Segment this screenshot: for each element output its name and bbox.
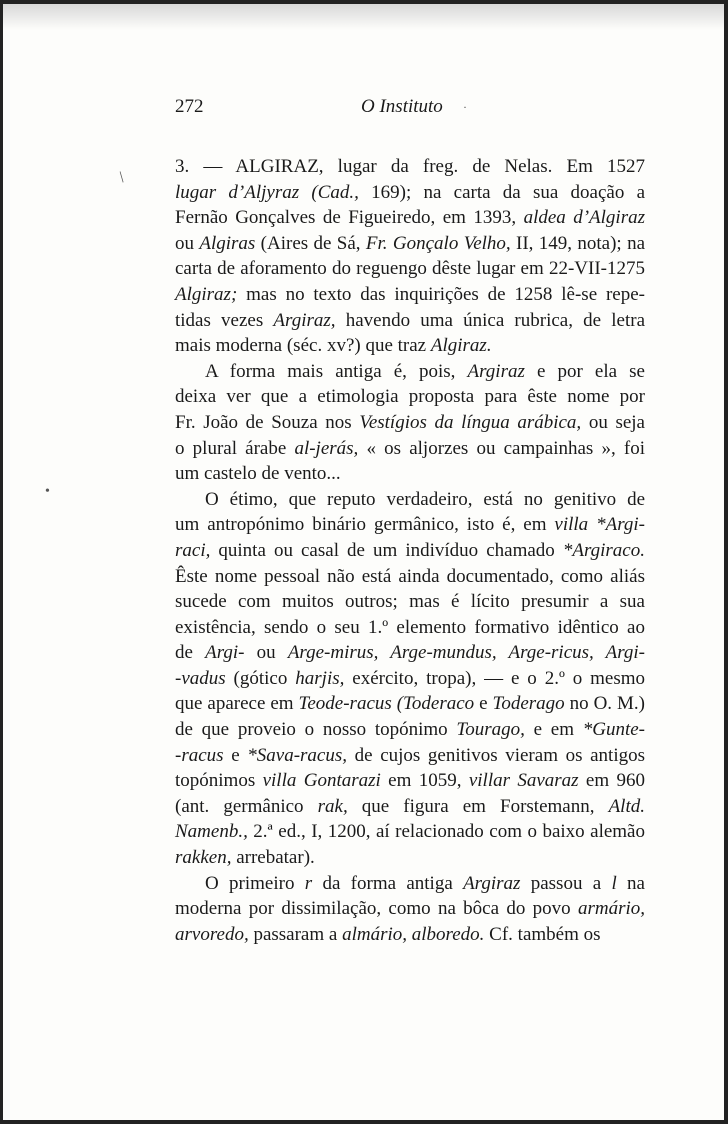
italic-text: r: [304, 872, 313, 894]
text-line: [175, 461, 645, 487]
text-segment: (ant. germânico: [175, 795, 318, 817]
text-line: [175, 691, 645, 717]
text-segment: moderna por dissimilação, como na bôca do povo: [175, 898, 578, 920]
italic-text: Argi-: [205, 642, 245, 664]
text-segment: e: [223, 744, 248, 766]
margin-tick-mark: /: [115, 169, 129, 186]
italic-text: Teode-racus (Toderaco: [298, 693, 475, 715]
text-segment: « os aljorzes ou campainhas », foi: [358, 437, 645, 459]
italic-text: arvoredo,: [175, 923, 249, 945]
text-segment: ou: [244, 642, 288, 664]
text-line: [175, 231, 645, 257]
italic-text: almário, alboredo.: [342, 923, 485, 945]
text-line: [175, 922, 645, 948]
italic-text: *Gunte-: [582, 719, 645, 741]
italic-text: rak,: [317, 795, 348, 817]
scan-shadow: [3, 4, 724, 30]
text-line: [175, 333, 645, 359]
text-segment: (Aires de Sá,: [255, 232, 366, 254]
text-segment: Êste nome pessoal não está ainda documentado, como aliás: [175, 565, 645, 587]
text-line: [175, 871, 645, 897]
italic-text: lugar d’Aljyraz (Cad.,: [175, 181, 359, 203]
italic-text: harjis,: [295, 667, 345, 689]
text-segment: A forma mais antiga é, pois,: [205, 360, 468, 382]
text-segment: de: [175, 642, 206, 664]
text-segment: que aparece em: [175, 693, 299, 715]
text-line: [175, 794, 645, 820]
text-line: [175, 205, 645, 231]
running-title: O Instituto: [361, 96, 443, 117]
text-segment: passaram a: [248, 923, 343, 945]
text-segment: que figura em Forstemann,: [347, 795, 609, 817]
text-line: [175, 282, 645, 308]
text-line: [175, 359, 645, 385]
text-segment: (gótico: [225, 667, 296, 689]
text-line: [175, 564, 645, 590]
text-segment: 3. — ALGIRAZ, lugar da freg. de Nelas. Em 1527: [175, 156, 645, 177]
text-segment: Fernão Gonçalves de Figueiredo, em 1393,: [175, 207, 524, 229]
italic-text: villar Savaraz: [468, 770, 579, 792]
text-segment: deixa ver que a etimologia proposta para êste nome por: [175, 386, 645, 408]
text-line: [175, 512, 645, 538]
italic-text: Fr. Gonçalo Velho,: [365, 232, 511, 254]
text-line: [175, 640, 645, 666]
text-segment: mais moderna (séc. xv?) que traz: [175, 335, 431, 357]
text-segment: existência, sendo o seu 1.º elemento formativo idêntico ao: [175, 616, 645, 638]
text-segment: arrebatar).: [231, 847, 315, 869]
text-line: [175, 768, 645, 794]
italic-text: aldea d’Algiraz: [523, 207, 645, 229]
italic-text: al-jerás,: [294, 437, 359, 459]
text-segment: quinta ou casal de um indivíduo chamado: [210, 539, 563, 561]
text-line: [175, 538, 645, 564]
text-segment: de que proveio o nosso topónimo: [175, 719, 457, 741]
italic-text: Namenb.,: [175, 821, 248, 843]
text-segment: no O. M.): [564, 693, 645, 715]
italic-text: Argiraz: [467, 360, 525, 382]
text-line: [175, 154, 645, 180]
italic-text: villa *Argi-: [554, 514, 645, 536]
text-line: [175, 487, 645, 513]
text-segment: II, 149, nota); na: [510, 232, 646, 254]
text-segment: e em: [524, 719, 583, 741]
italic-text: -racus: [175, 744, 224, 766]
text-segment: 169); na carta da sua doação a: [358, 181, 646, 203]
text-segment: passou a: [520, 872, 612, 894]
text-segment: e por ela se: [524, 360, 645, 382]
text-line: [175, 180, 645, 206]
italic-text: l: [611, 872, 617, 894]
text-segment: mas no texto das inquirições de 1258 lê-se repe-: [237, 283, 645, 305]
text-segment: na: [616, 872, 645, 894]
italic-text: Algiraz.: [430, 335, 492, 357]
text-segment: o plural árabe: [175, 437, 295, 459]
italic-text: raci,: [175, 539, 211, 561]
text-line: [175, 384, 645, 410]
text-segment: um antropónimo binário germânico, isto é, em: [175, 514, 555, 536]
text-segment: carta de aforamento do reguengo dêste lugar em 22-VII-1275: [175, 258, 645, 280]
text-segment: em 960: [578, 770, 646, 792]
page-number: 272: [175, 96, 204, 117]
text-segment: tidas vezes: [175, 309, 274, 331]
text-segment: da forma antiga: [312, 872, 464, 894]
text-segment: O étimo, que reputo verdadeiro, está no genitivo de: [205, 488, 645, 510]
text-segment: ou: [175, 232, 200, 254]
text-line: [175, 256, 645, 282]
text-line: [175, 717, 645, 743]
italic-text: -vadus: [175, 667, 226, 689]
text-line: [175, 615, 645, 641]
text-segment: havendo uma única rubrica, de letra: [335, 309, 645, 331]
text-line: [175, 819, 645, 845]
text-segment: exército, tropa), — e o 2.º o mesmo: [344, 667, 645, 689]
text-segment: de cujos genitivos vieram os antigos: [347, 744, 646, 766]
margin-dot-mark: •: [45, 484, 50, 499]
text-segment: Cf. também os: [484, 923, 601, 945]
header-dot-mark: ·: [463, 100, 467, 114]
text-segment: ou seja: [581, 411, 645, 433]
text-segment: um castelo de vento...: [175, 463, 341, 485]
italic-text: *Sava-racus,: [247, 744, 347, 766]
text-line: [175, 743, 645, 769]
text-segment: topónimos: [175, 770, 263, 792]
italic-text: Toderago: [492, 693, 565, 715]
italic-text: armário,: [577, 898, 645, 920]
italic-text: rakken,: [175, 847, 232, 869]
italic-text: *Argiraco.: [562, 539, 645, 561]
text-line: [175, 666, 645, 692]
text-line: [175, 436, 645, 462]
body-text: [175, 154, 645, 947]
text-segment: Fr. João de Souza nos: [175, 411, 360, 433]
italic-text: Argiraz,: [273, 309, 336, 331]
text-line: [175, 896, 645, 922]
text-segment: e: [474, 693, 493, 715]
text-line: [175, 845, 645, 871]
italic-text: Argiraz: [463, 872, 521, 894]
italic-text: villa Gontarazi: [262, 770, 381, 792]
text-line: [175, 308, 645, 334]
italic-text: Tourago,: [456, 719, 525, 741]
text-segment: sucede com muitos outros; mas é lícito presumir a sua: [175, 591, 645, 613]
italic-text: Algiraz;: [175, 283, 238, 305]
italic-text: Vestígios da língua arábica,: [359, 411, 582, 433]
text-line: [175, 410, 645, 436]
text-segment: O primeiro: [205, 872, 305, 894]
page-header: [175, 92, 645, 122]
text-segment: 2.ª ed., I, 1200, aí relacionado com o baixo alemão: [247, 821, 645, 843]
italic-text: Altd.: [608, 795, 645, 817]
italic-text: Arge-mirus, Arge-mundus, Arge-ricus, Argi-: [287, 642, 645, 664]
text-segment: em 1059,: [380, 770, 469, 792]
italic-text: Algiras: [199, 232, 256, 254]
text-line: [175, 589, 645, 615]
